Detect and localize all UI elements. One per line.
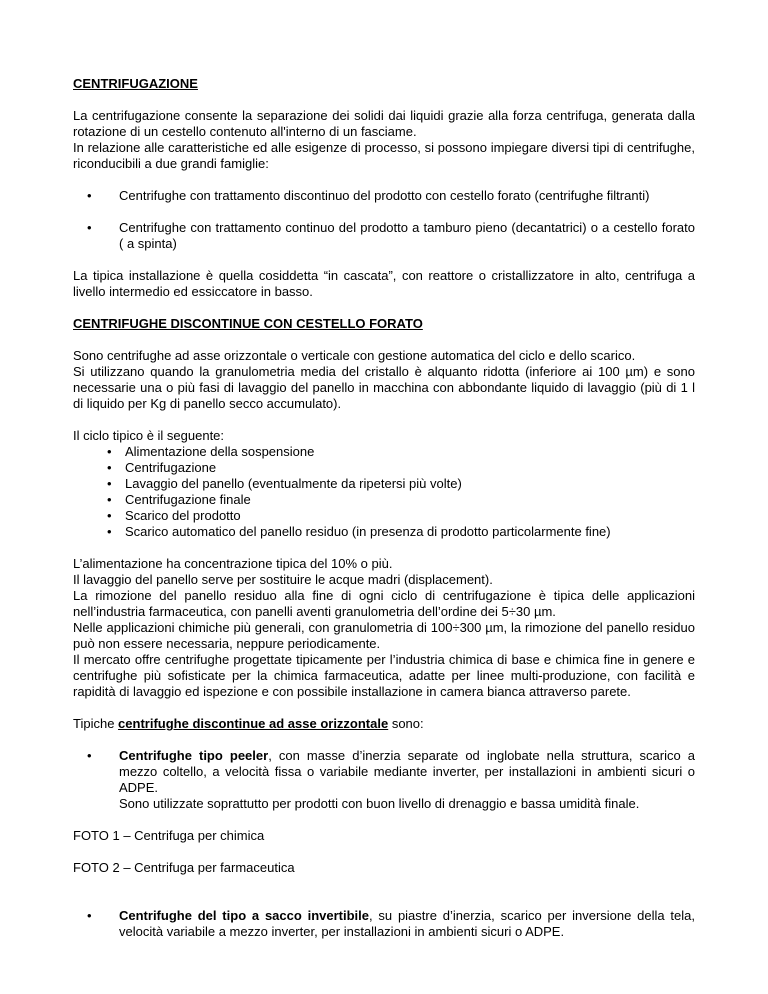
cycle-intro: Il ciclo tipico è il seguente: bbox=[73, 428, 225, 443]
bullet-icon: • bbox=[87, 188, 92, 203]
list-item: • Centrifughe tipo peeler, con masse d’inerzia separate od inglobate nella struttura, scarico a mezzo coltello, a velocità fissa o variabile mediante inverter, per installazioni in ambienti sicuri o ADPE. Sono utilizzate soprattutto per prodotti con buon livello di drenaggio e bassa umidità finale. bbox=[87, 748, 695, 811]
discontinue-paragraph-1: Sono centrifughe ad asse orizzontale o verticale con gestione automatica del ciclo e dello scarico. bbox=[73, 348, 636, 363]
list-item: • Centrifugazione bbox=[107, 460, 217, 475]
cycle-list bbox=[73, 444, 695, 540]
bullet-icon: • bbox=[107, 476, 112, 491]
bullet-icon: • bbox=[107, 492, 112, 507]
peeler-list bbox=[73, 748, 695, 812]
detail-paragraph: Il lavaggio del panello serve per sostituire le acque madri (displacement). bbox=[73, 572, 493, 587]
list-item: • Centrifughe del tipo a sacco invertibile, su piastre d’inerzia, scarico per inversione della tela, velocità variabile a mezzo inverter, per installazioni in ambienti sicuri o ADPE. bbox=[87, 908, 695, 939]
heading-discontinue: CENTRIFUGHE DISCONTINUE CON CESTELLO FORATO bbox=[73, 316, 423, 331]
bullet-icon: • bbox=[107, 444, 112, 459]
bullet-icon: • bbox=[107, 508, 112, 523]
installation-paragraph: La tipica installazione è quella cosiddetta “in cascata”, con reattore o cristallizzatore in alto, centrifuga a livello intermedio ed essiccatore in basso. bbox=[73, 268, 695, 299]
list-item: • Scarico del prodotto bbox=[107, 508, 241, 523]
list-item: • Centrifughe con trattamento discontinuo del prodotto con cestello forato (centrifughe filtranti) bbox=[87, 188, 650, 203]
detail-paragraph: Il mercato offre centrifughe progettate tipicamente per l’industria chimica di base e chimica fine in genere e centrifughe più sofisticate per la chimica farmaceutica, adatte per linee multi-produzione, con facilità e rapidità di lavaggio ed ispezione e con possibile installazione in camera bianca attraverso parete. bbox=[73, 652, 695, 699]
families-list bbox=[73, 188, 695, 252]
photo-caption-2: FOTO 2 – Centrifuga per farmaceutica bbox=[73, 860, 295, 875]
peeler-note: Sono utilizzate soprattutto per prodotti con buon livello di drenaggio e bassa umidità finale. bbox=[119, 796, 640, 811]
sacco-list bbox=[73, 908, 695, 940]
bullet-icon: • bbox=[107, 460, 112, 475]
list-item: • Scarico automatico del panello residuo (in presenza di prodotto particolarmente fine) bbox=[107, 524, 611, 539]
detail-paragraph: La rimozione del panello residuo alla fine di ogni ciclo di centrifugazione è tipica delle applicazioni nell’industria farmaceutica, con panelli aventi granulometria dell’ordine dei 5÷30 µm. bbox=[73, 588, 695, 619]
discontinue-paragraph-2: Si utilizzano quando la granulometria media del cristallo è alquanto ridotta (inferiore ai 100 µm) e sono necessarie una o più fasi di lavaggio del panello in macchina con abbondante liquido di lavaggio (più di 1 l di liquido per Kg di panello secco accumulato). bbox=[73, 364, 695, 411]
detail-paragraph: L’alimentazione ha concentrazione tipica del 10% o più. bbox=[73, 556, 393, 571]
intro-paragraph-2: In relazione alle caratteristiche ed alle esigenze di processo, si possono impiegare diversi tipi di centrifughe, riconducibili a due grandi famiglie: bbox=[73, 140, 695, 171]
detail-paragraph: Nelle applicazioni chimiche più generali, con granulometria di 100÷300 µm, la rimozione del panello residuo può non essere necessaria, neppure periodicamente. bbox=[73, 620, 695, 651]
bullet-icon: • bbox=[107, 524, 112, 539]
bullet-icon: • bbox=[87, 220, 92, 235]
list-item: • Centrifughe con trattamento continuo del prodotto a tamburo pieno (decantatrici) o a cestello forato ( a spinta) bbox=[87, 220, 695, 251]
bullet-icon: • bbox=[87, 908, 92, 923]
photo-caption-1: FOTO 1 – Centrifuga per chimica bbox=[73, 828, 265, 843]
bullet-icon: • bbox=[87, 748, 92, 763]
list-item: • Lavaggio del panello (eventualmente da ripetersi più volte) bbox=[107, 476, 462, 491]
intro-paragraph-1: La centrifugazione consente la separazione dei solidi dai liquidi grazie alla forza centrifuga, generata dalla rotazione di un cestello contenuto all'interno di un fasciame. bbox=[73, 108, 695, 139]
list-item: • Centrifugazione finale bbox=[107, 492, 251, 507]
document-page bbox=[73, 76, 695, 940]
heading-centrifugazione: CENTRIFUGAZIONE bbox=[73, 76, 198, 91]
typical-intro: Tipiche centrifughe discontinue ad asse orizzontale sono: bbox=[73, 716, 424, 731]
list-item: • Alimentazione della sospensione bbox=[107, 444, 315, 459]
